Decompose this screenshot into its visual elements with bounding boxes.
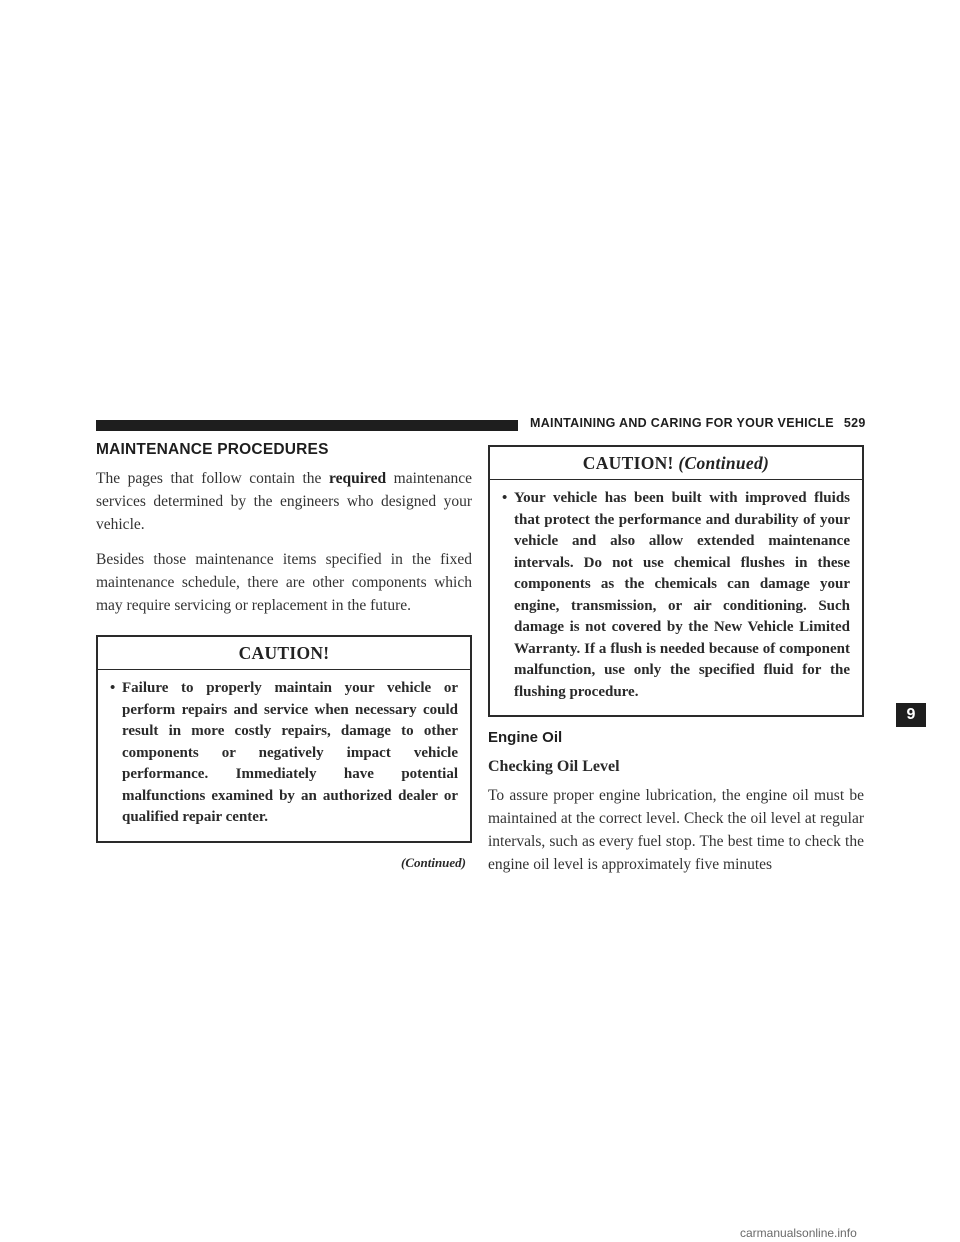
continued-note: (Continued) <box>400 854 466 870</box>
caution-continued-text: Your vehicle has been built with improved fluids that protect the performance and durability of your vehicle and also allow extended maintenance intervals. Do not use chemical flushes in these components as the chemicals can damage your engine, transmission, or air conditioning. Such damage is not covered by the New Vehicle Limited Warranty. If a flush is needed because of component malfunction, use only the specified fluid for the flushing procedure. <box>514 490 850 700</box>
watermark: carmanualsonline.info <box>740 1226 857 1240</box>
caution-continued-box <box>488 445 864 717</box>
intro-paragraph: The pages that follow contain the required maintenance services determined by the engineers who designed your vehicle. <box>96 470 472 533</box>
caution-box <box>96 635 472 843</box>
caution-title: CAUTION! <box>98 637 470 670</box>
caution-bullet <box>110 678 458 829</box>
running-header <box>530 416 866 430</box>
caution-continued-bullet <box>502 488 850 703</box>
right-column <box>488 445 864 876</box>
required-emphasis: required <box>328 470 387 487</box>
bullet-icon: • <box>110 680 116 696</box>
bullet-icon: • <box>502 490 508 506</box>
page-number: 529 <box>843 416 866 430</box>
components-paragraph: Besides those maintenance items specified in the fixed maintenance schedule, there are other components which may require servicing or replacement in the future. <box>96 551 472 614</box>
engine-oil-heading: Engine Oil <box>488 729 563 746</box>
caution-continued-title: CAUTION! (Continued) <box>490 447 862 480</box>
chapter-tab: 9 <box>896 703 926 727</box>
section-title: MAINTENANCE PROCEDURES <box>96 441 329 458</box>
header-rule <box>96 420 518 431</box>
header-title: MAINTAINING AND CARING FOR YOUR VEHICLE <box>530 416 834 430</box>
caution-text: Failure to properly maintain your vehicle or perform repairs and service when necessary could result in more costly repairs, damage to other components or negatively impact vehicle performance. Immediately have potential malfunctions examined by an authorized dealer or qualified repair center. <box>122 680 458 825</box>
oil-level-paragraph: To assure proper engine lubrication, the engine oil must be maintained at the correct level. Check the oil level at regular intervals, such as every fuel stop. The best time to check the engine oil level is approximately five minutes <box>488 787 864 873</box>
left-column <box>96 441 472 871</box>
checking-oil-level-heading: Checking Oil Level <box>488 758 620 775</box>
